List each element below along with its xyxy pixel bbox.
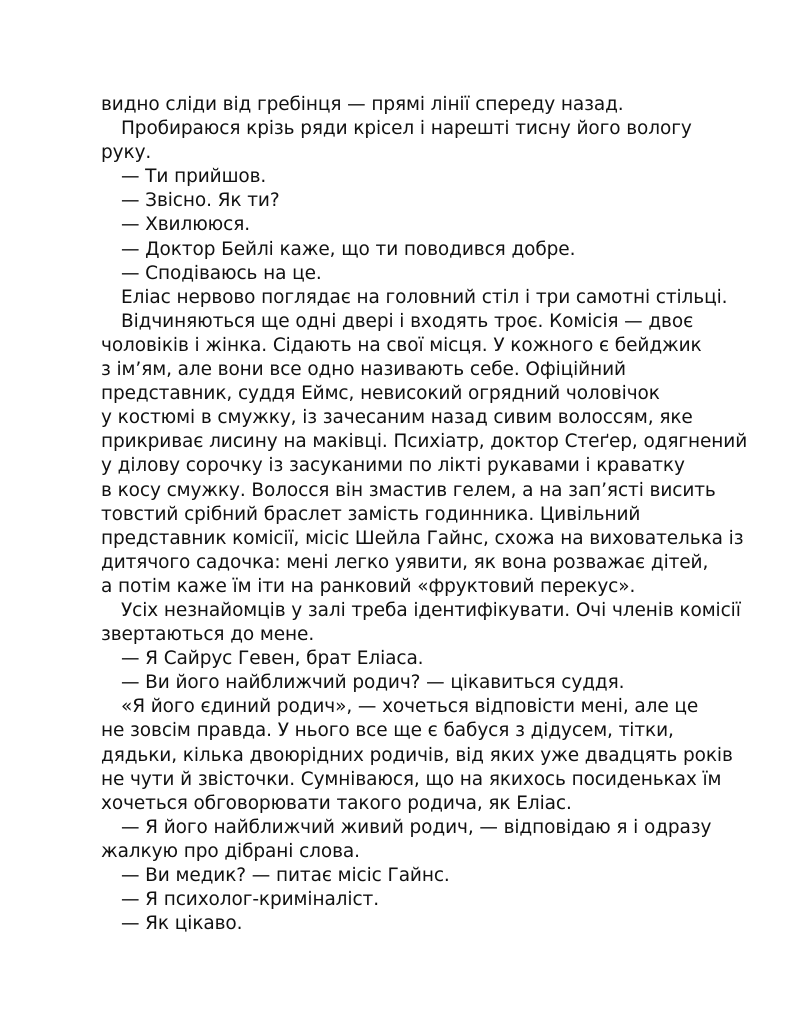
text-line: хочеться обговорювати такого родича, як Еліас. [101, 792, 572, 814]
text-line: — Ви медик? — питає місіс Гайнс. [121, 865, 450, 886]
text-line: а потім каже їм іти на ранковий «фруктовий перекус». [101, 575, 636, 597]
text-line: — Я його найближчий живий родич, — відповідаю я і одразу [121, 816, 712, 838]
text-line: — Доктор Бейлі каже, що ти поводився добре. [121, 238, 576, 260]
text-line: з ім’ям, але вони все одно називають себе. Офіційний [101, 359, 626, 381]
text-line: дитячого садочка: мені легко уявити, як вона розважає дітей, [101, 551, 709, 573]
text-line: — Як цікаво. [121, 913, 243, 935]
text-line: жалкую про дібрані слова. [101, 840, 360, 862]
text-line: не чути й звісточки. Сумніваюся, що на якихось посиденьках їм [101, 768, 722, 790]
text-line: «Я його єдиний родич», — хочеться відповісти мені, але це [121, 696, 699, 718]
text-line: — Ви його найближчий родич? — цікавиться суддя. [121, 672, 625, 694]
text-line: чоловіків і жінка. Сідають на свої місця. У кожного є бейджик [101, 334, 702, 356]
text-line: дядьки, кілька двоюрідних родичів, від яких уже двадцять років [101, 744, 733, 766]
text-line: звертаються до мене. [101, 624, 315, 646]
text-line: представник комісії, місіс Шейла Гайнс, схожа на вихователька із [101, 527, 744, 549]
text-line: Усіх незнайомців у залі треба ідентифікувати. Очі членів комісії [121, 599, 741, 621]
text-line: — Ти прийшов. [121, 166, 267, 188]
text-line: представник, суддя Еймс, невисокий огрядний чоловічок [101, 383, 660, 405]
text-line: Еліас нервово поглядає на головний стіл і три самотні стільці. [121, 286, 728, 308]
text-line: руку. [101, 142, 152, 164]
text-line: Відчиняються ще одні двері і входять троє. Комісія — двоє [121, 310, 694, 332]
page-text-block [101, 93, 748, 936]
text-line: не зовсім правда. У нього все ще є бабуся з дідусем, тітки, [101, 720, 674, 742]
text-line: — Я психолог-криміналіст. [121, 889, 379, 911]
text-line: в косу смужку. Волосся він змастив гелем, а на зап’ясті висить [101, 479, 716, 501]
text-line: видно сліди від гребінця — прямі лінії спереду назад. [101, 94, 624, 115]
text-line: — Сподіваюсь на це. [121, 262, 322, 284]
text-line: у ділову сорочку із засуканими по лікті рукавами і краватку [101, 455, 685, 477]
text-line: товстий срібний браслет замість годинника. Цивільний [101, 503, 641, 525]
text-line: — Хвилююся. [121, 214, 251, 236]
text-line: — Я Сайрус Гевен, брат Еліаса. [121, 648, 424, 670]
text-line: прикриває лисину на маківці. Психіатр, доктор Стеґер, одягнений [101, 431, 748, 453]
text-line: Пробираюся крізь ряди крісел і нарешті тисну його вологу [121, 118, 692, 140]
text-line: — Звісно. Як ти? [121, 190, 280, 212]
text-line: у костюмі в смужку, із зачесаним назад сивим волоссям, яке [101, 407, 693, 429]
